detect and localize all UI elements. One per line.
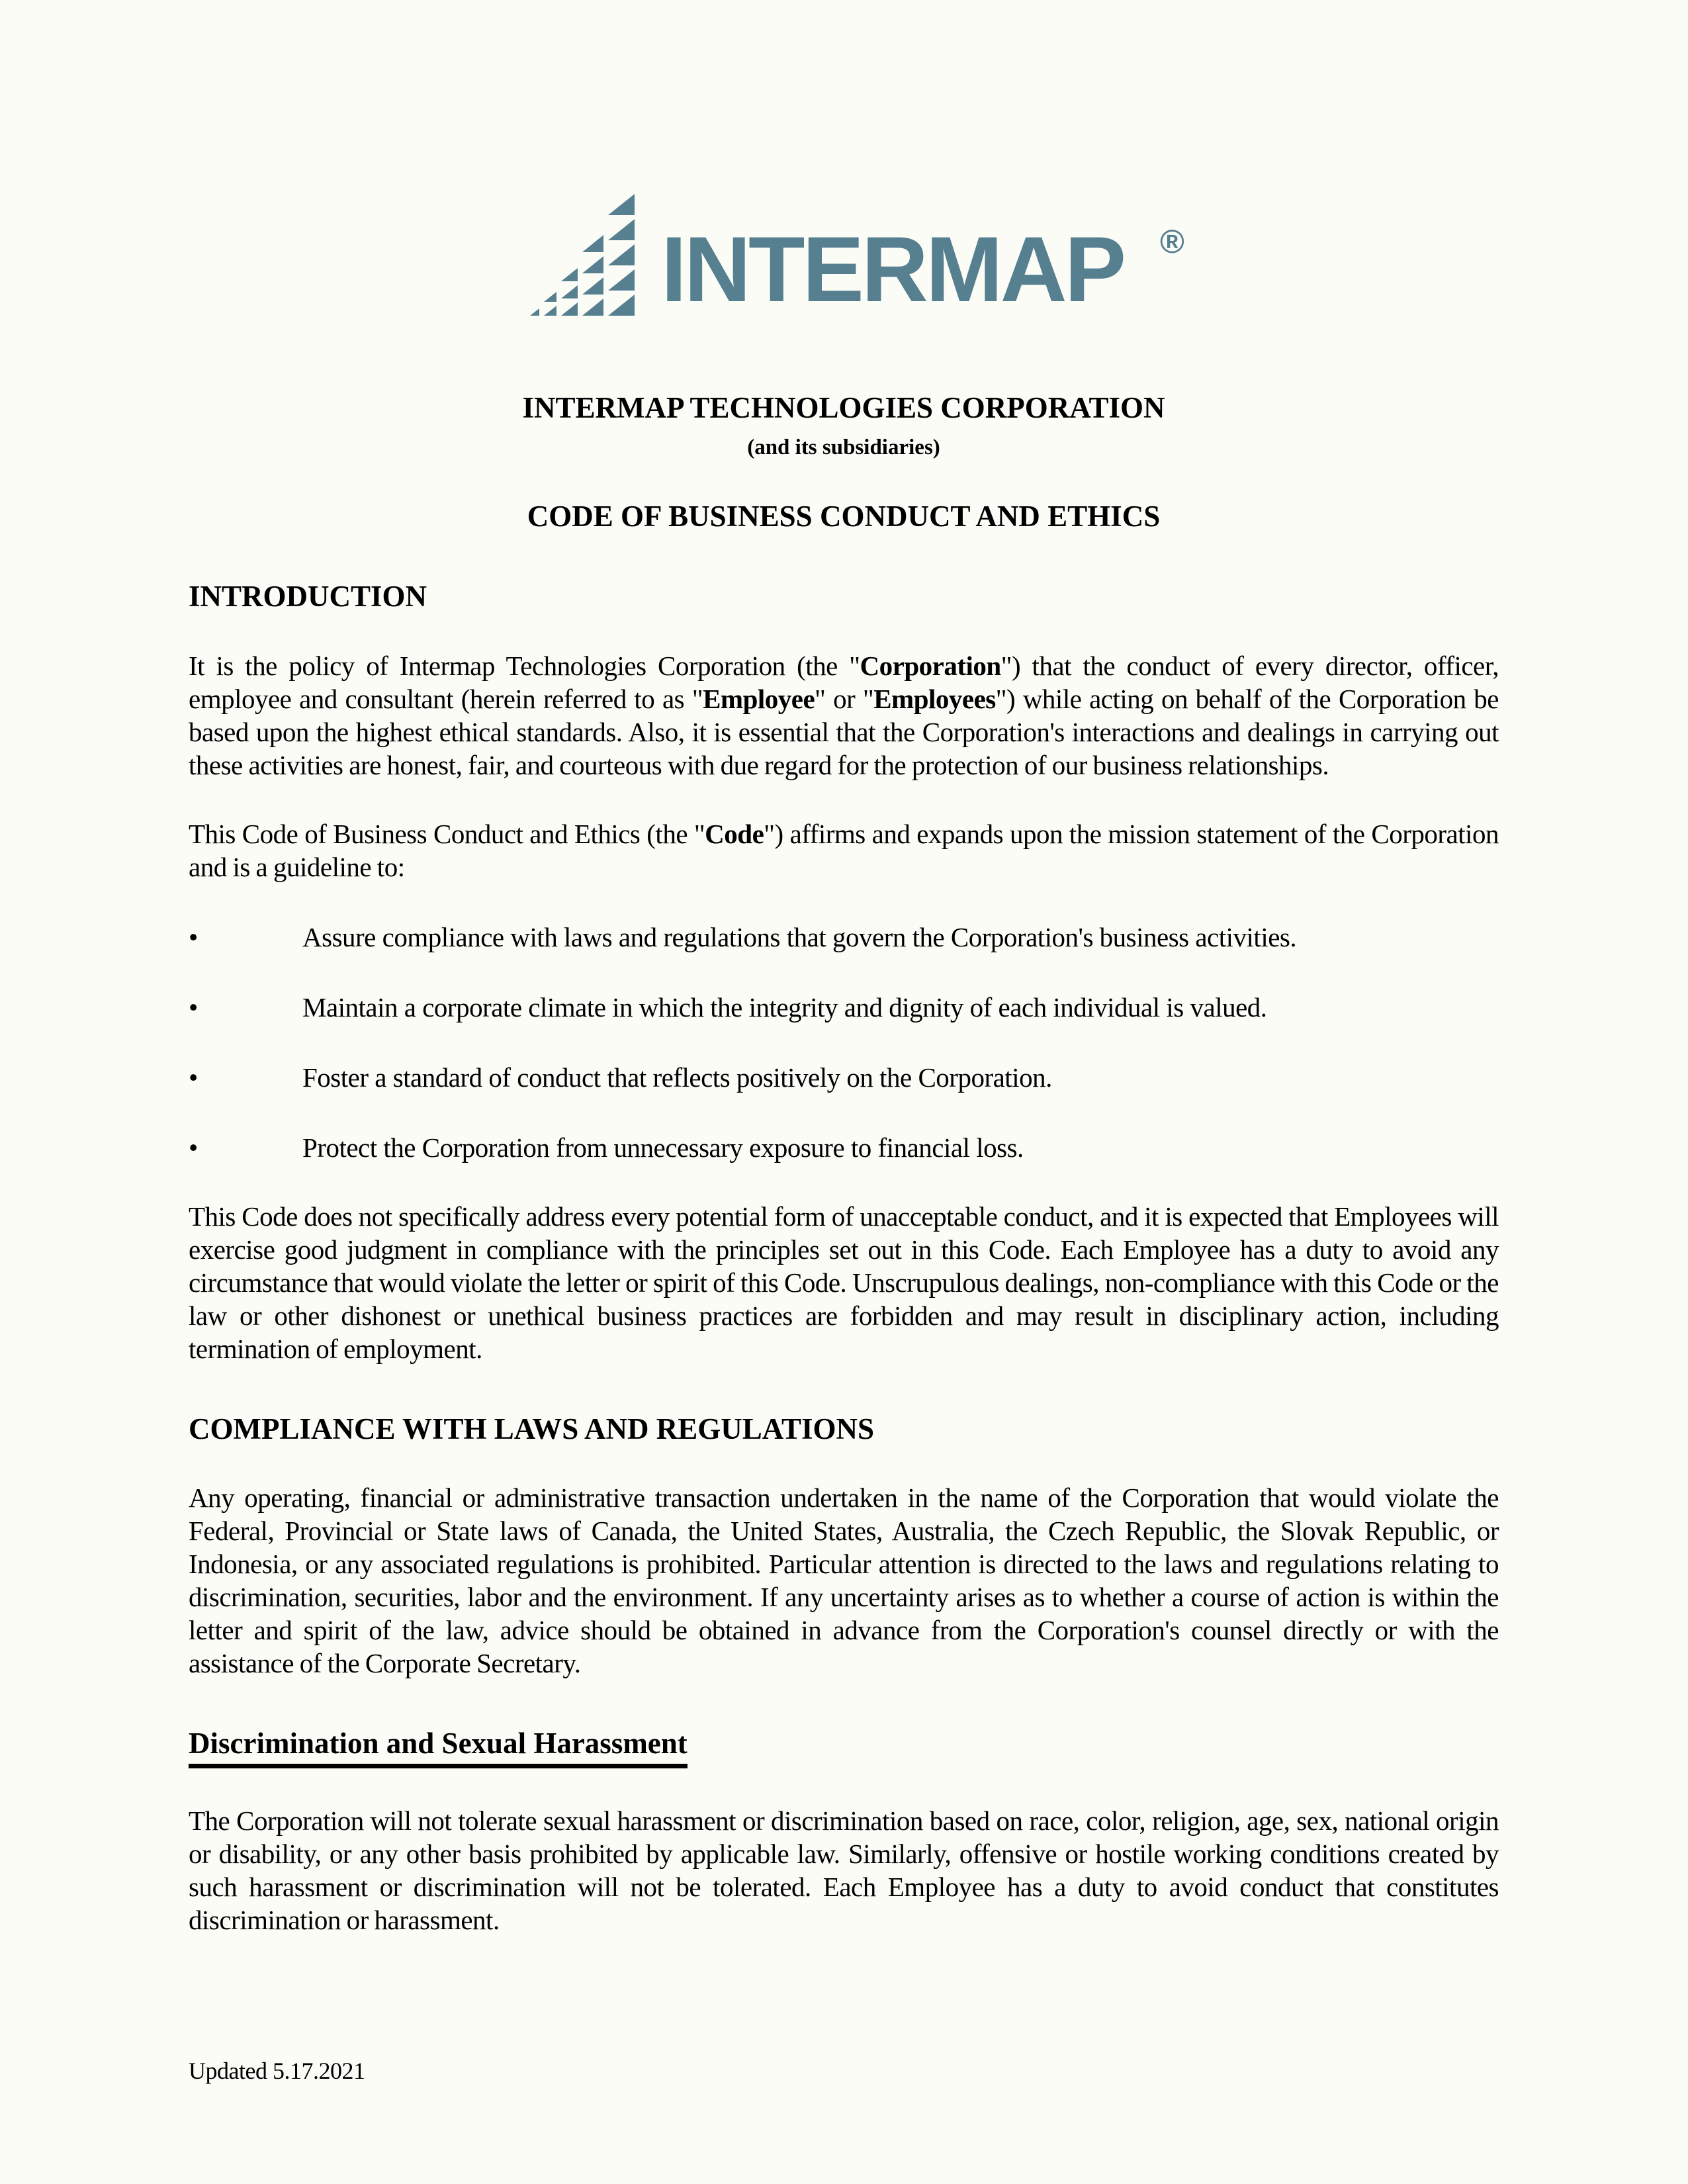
bullet-icon: • xyxy=(189,991,198,1023)
paragraph-code-guideline: This Code of Business Conduct and Ethics (the "Code") affirms and expands upon the mission statement of the Corporation and is a guideline to: xyxy=(189,818,1499,882)
logo-triangle xyxy=(608,219,635,240)
logo-triangle xyxy=(561,302,578,316)
paragraph-discrimination: The Corporation will not tolerate sexual harassment or discrimination based on race, color, religion, age, sex, national origin or disability, or any other basis prohibited by applicable law. Similarly, offensive or hostile working conditions created by such harassment or discrimination will not be tolerated. Each Employee has a duty to avoid conduct that constitutes discrimination or harassment. xyxy=(189,1805,1499,1935)
section-heading-compliance: COMPLIANCE WITH LAWS AND REGULATIONS xyxy=(189,1412,875,1445)
list-item xyxy=(189,1131,1499,1164)
sub-heading-discrimination-text: Discrimination and Sexual Harassment xyxy=(189,1727,688,1768)
list-item xyxy=(189,921,1499,954)
company-subtitle: (and its subsidiaries) xyxy=(747,435,940,459)
logo-triangle xyxy=(582,298,603,316)
logo-triangle xyxy=(544,292,556,302)
document-title: CODE OF BUSINESS CONDUCT AND ETHICS xyxy=(527,499,1161,533)
logo-triangle xyxy=(582,235,603,252)
registered-trademark-icon: ® xyxy=(1159,223,1184,260)
logo-triangle xyxy=(608,194,635,215)
logo-wordmark: INTERMAP xyxy=(660,217,1124,319)
bullet-icon: • xyxy=(189,1062,198,1093)
guideline-bullet-list xyxy=(189,921,1499,1164)
logo-triangle xyxy=(582,277,603,295)
logo-triangle xyxy=(608,244,635,265)
bullet-icon: • xyxy=(189,921,198,952)
footer-updated-date: Updated 5.17.2021 xyxy=(189,2058,365,2084)
logo-triangle xyxy=(561,285,578,298)
bullet-text: Foster a standard of conduct that reflects positively on the Corporation. xyxy=(302,1062,1052,1093)
sub-heading-discrimination xyxy=(189,1727,1499,1768)
bullet-text: Maintain a corporate climate in which the integrity and dignity of each individual is valued. xyxy=(302,991,1267,1023)
paragraph-compliance: Any operating, financial or administrative transaction undertaken in the name of the Corporation that would violate the Federal, Provincial or State laws of Canada, the United States, Australia, the Czech Republic, the Slovak Republic, or Indonesia, or any associated regulations is prohibited. Particular attention is directed to the laws and regulations relating to discrimination, securities, labor and the environment. If any uncertainty arises as to whether a course of action is within the letter and spirit of the law, advice should be obtained in advance from the Corporation's counsel directly or with the assistance of the Corporate Secretary. xyxy=(189,1482,1499,1679)
list-item xyxy=(189,991,1499,1024)
logo-triangle xyxy=(608,269,635,291)
paragraph-code-scope: This Code does not specifically address every potential form of unacceptable conduct, and it is expected that Employees will exercise good judgment in compliance with the principles set out in this Code. Each Employee has a duty to avoid any circumstance that would violate the letter or spirit of this Code. Unscrupulous dealings, non-compliance with this Code or the law or other dishonest or unethical business practices are forbidden and may result in disciplinary action, including termination of employment. xyxy=(189,1201,1499,1364)
logo-triangle xyxy=(561,268,578,281)
document-content xyxy=(0,392,1688,1936)
logo-triangle xyxy=(582,256,603,273)
company-title: INTERMAP TECHNOLOGIES CORPORATION xyxy=(522,391,1165,424)
intermap-logo xyxy=(484,193,1205,319)
logo-triangle xyxy=(530,308,539,316)
list-item xyxy=(189,1061,1499,1094)
logo-triangle xyxy=(544,306,556,316)
bullet-icon: • xyxy=(189,1132,198,1163)
paragraph-policy: It is the policy of Intermap Technologies Corporation (the "Corporation") that the conduct of every director, officer, employee and consultant (herein referred to as "Employee" or "Employees") while acting on behalf of the Corporation be based upon the highest ethical standards. Also, it is essential that the Corporation's interactions and dealings in carrying out these activities are honest, fair, and courteous with due regard for the protection of our business relationships. xyxy=(189,650,1499,780)
bullet-text: Assure compliance with laws and regulations that govern the Corporation's business activities. xyxy=(302,921,1297,952)
logo-triangles-icon xyxy=(530,194,635,316)
bullet-text: Protect the Corporation from unnecessary exposure to financial loss. xyxy=(302,1132,1024,1163)
logo-triangle xyxy=(608,295,635,316)
section-heading-introduction: INTRODUCTION xyxy=(189,580,427,614)
